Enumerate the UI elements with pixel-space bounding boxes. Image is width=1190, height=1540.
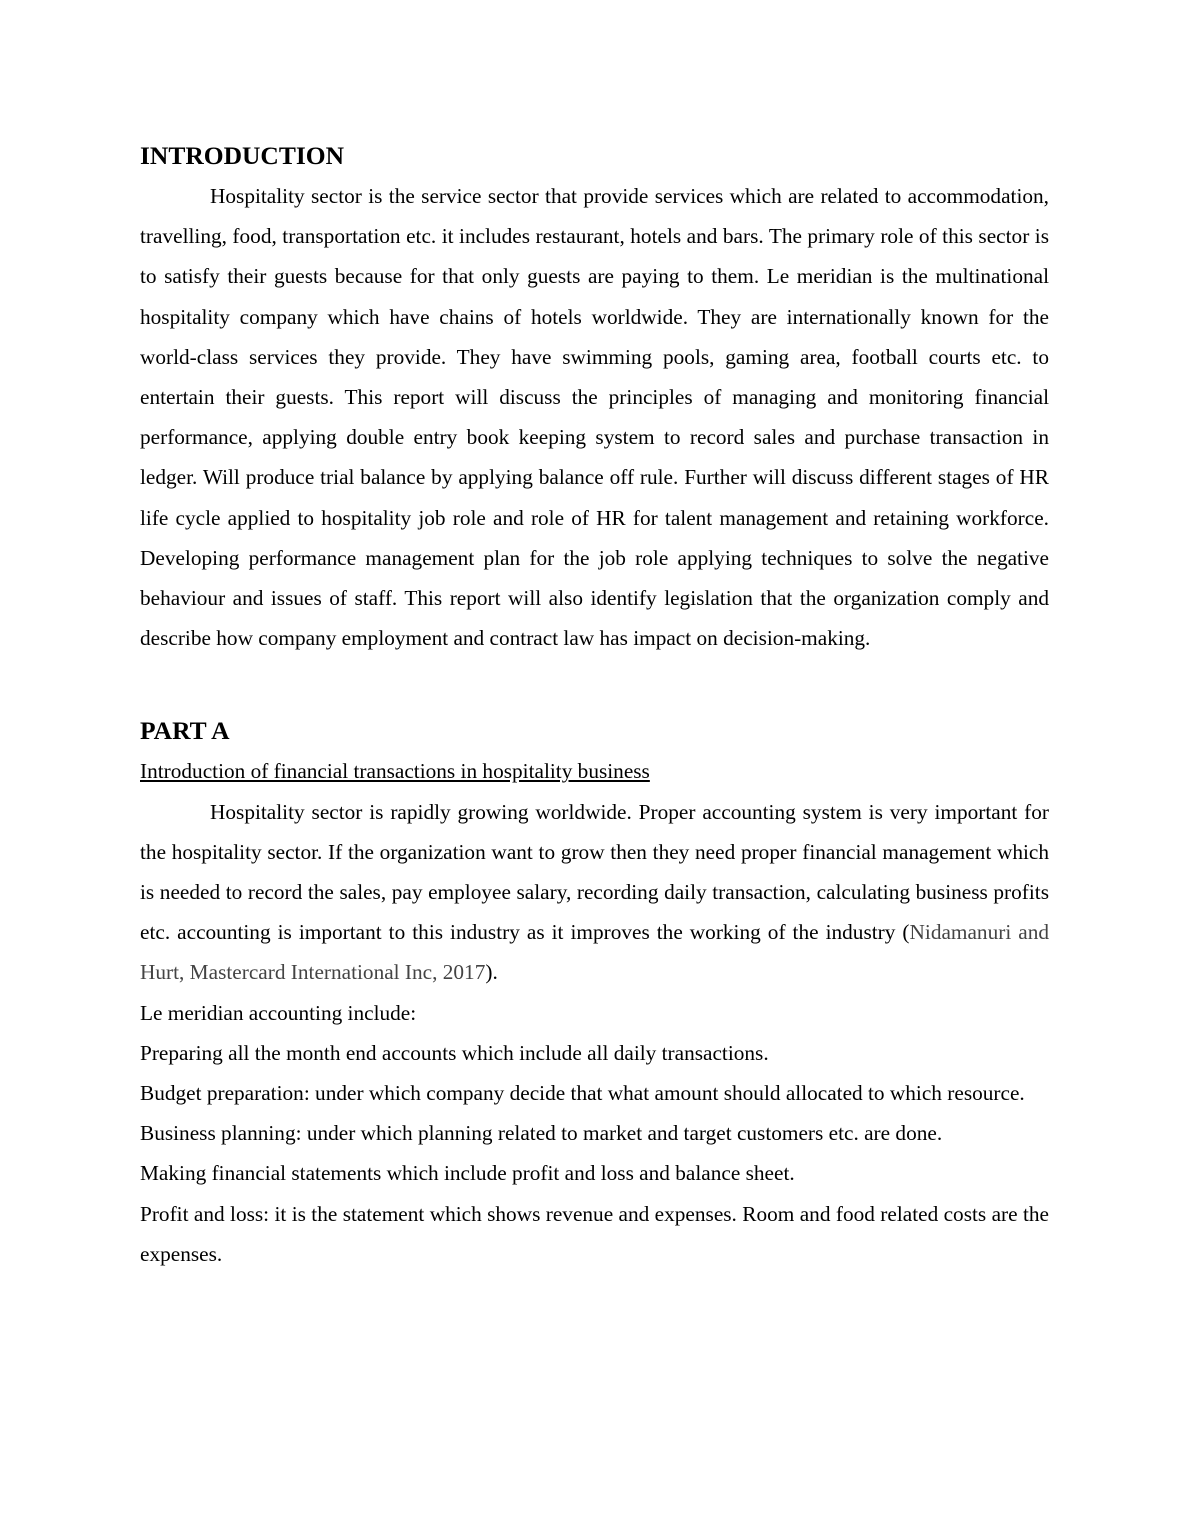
list-item: Budget preparation: under which company decide that what amount should allocated to which resource. [140, 1081, 1025, 1106]
list-item: Business planning: under which planning related to market and target customers etc. are done. [140, 1121, 943, 1146]
part-a-heading: PART A [140, 716, 230, 746]
accounting-intro-line: Le meridian accounting include: [140, 1000, 417, 1025]
introduction-heading: INTRODUCTION [140, 141, 345, 170]
introduction-paragraph: Hospitality sector is the service sector that provide services which are related to accommodation, travelling, food, transportation etc. it includes restaurant, hotels and bars. The primary role of this sector is to satisfy their guests because for that only guests are paying to them. Le meridian is the multinational hospitality company which have chains of hotels worldwide. They are internationally known for the world-class services they provide. They have swimming pools, gaming area, football courts etc. to entertain their guests. This report will discuss the principles of managing and monitoring financial performance, applying double entry book keeping system to record sales and purchase transaction in ledger. Will produce trial balance by applying balance off rule. Further will discuss different stages of HR life cycle applied to hospitality job role and role of HR for talent management and retaining workforce. Developing performance management plan for the job role applying techniques to solve the negative behaviour and issues of staff. This report will also identify legislation that the organization comply and describe how company employment and contract law has impact on decision-making. [140, 184, 1049, 651]
citation: Nidamanuri and Hurt, Mastercard International Inc, 2017 [140, 920, 1050, 985]
list-item: Making financial statements which include profit and loss and balance sheet. [140, 1161, 795, 1186]
part-a-paragraph-text: Hospitality sector is rapidly growing worldwide. Proper accounting system is very important for the hospitality sector. If the organization want to grow then they need proper financial management which is needed to record the sales, pay employee salary, recording daily transaction, calculating business profits etc. accounting is important to this industry as it improves the working of the industry ( [140, 799, 1049, 945]
part-a-subheading: Introduction of financial transactions in hospitality business [140, 759, 650, 784]
document-page [140, 138, 1049, 1274]
list-item: Profit and loss: it is the statement which shows revenue and expenses. Room and food related costs are the expenses. [140, 1201, 1049, 1266]
list-item: Preparing all the month end accounts which include all daily transactions. [140, 1040, 769, 1065]
part-a-paragraph-end: ). [485, 960, 498, 985]
part-a-paragraph [140, 792, 1049, 993]
